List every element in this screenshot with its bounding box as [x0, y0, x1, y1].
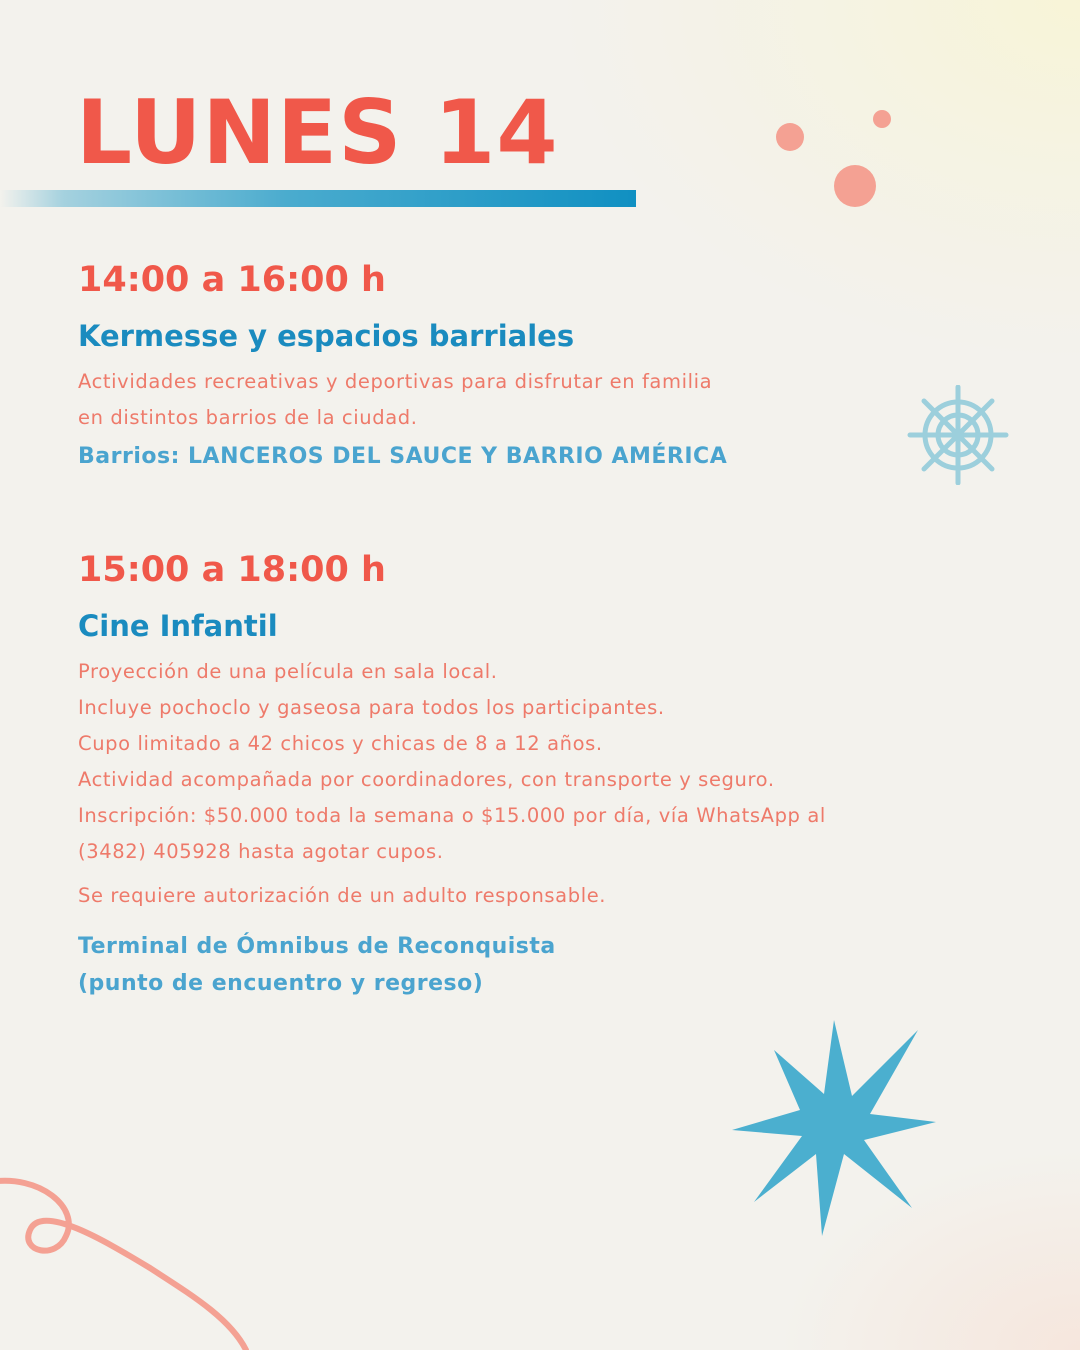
description-line: (3482) 405928 hasta agotar cupos.	[78, 840, 444, 863]
description-line: Actividades recreativas y deportivas para disfrutar en familia	[78, 370, 713, 393]
description-line: en distintos barrios de la ciudad.	[78, 406, 418, 429]
event-location: Barrios: LANCEROS DEL SAUCE Y BARRIO AMÉRICA	[78, 444, 728, 469]
event-description	[78, 364, 958, 436]
event-note: Se requiere autorización de un adulto responsable.	[78, 884, 607, 907]
dot-large-icon	[834, 165, 876, 207]
page-title: LUNES 14	[76, 81, 559, 184]
squiggle-line-icon	[0, 1168, 260, 1350]
event-location	[78, 928, 958, 1002]
location-line: Terminal de Ómnibus de Reconquista	[78, 934, 556, 959]
event-cine-infantil	[78, 548, 958, 1002]
description-line: Inscripción: $50.000 toda la semana o $15.000 por día, vía WhatsApp al	[78, 804, 826, 827]
event-title: Kermesse y espacios barriales	[78, 319, 575, 353]
star-burst-icon	[730, 1018, 940, 1240]
event-time: 15:00 a 18:00 h	[78, 550, 386, 590]
description-line: Proyección de una película en sala local.	[78, 660, 498, 683]
title-underline	[0, 190, 636, 207]
event-title: Cine Infantil	[78, 609, 278, 643]
event-time: 14:00 a 16:00 h	[78, 260, 386, 300]
location-line: (punto de encuentro y regreso)	[78, 971, 484, 996]
description-line: Incluye pochoclo y gaseosa para todos los participantes.	[78, 696, 665, 719]
description-line: Actividad acompañada por coordinadores, con transporte y seguro.	[78, 768, 775, 791]
event-kermesse	[78, 258, 958, 475]
description-line: Cupo limitado a 42 chicos y chicas de 8 a 12 años.	[78, 732, 603, 755]
event-description	[78, 654, 958, 870]
dot-tiny-icon	[873, 110, 891, 128]
dot-small-icon	[776, 123, 804, 151]
decorative-dots-icon	[770, 105, 900, 215]
